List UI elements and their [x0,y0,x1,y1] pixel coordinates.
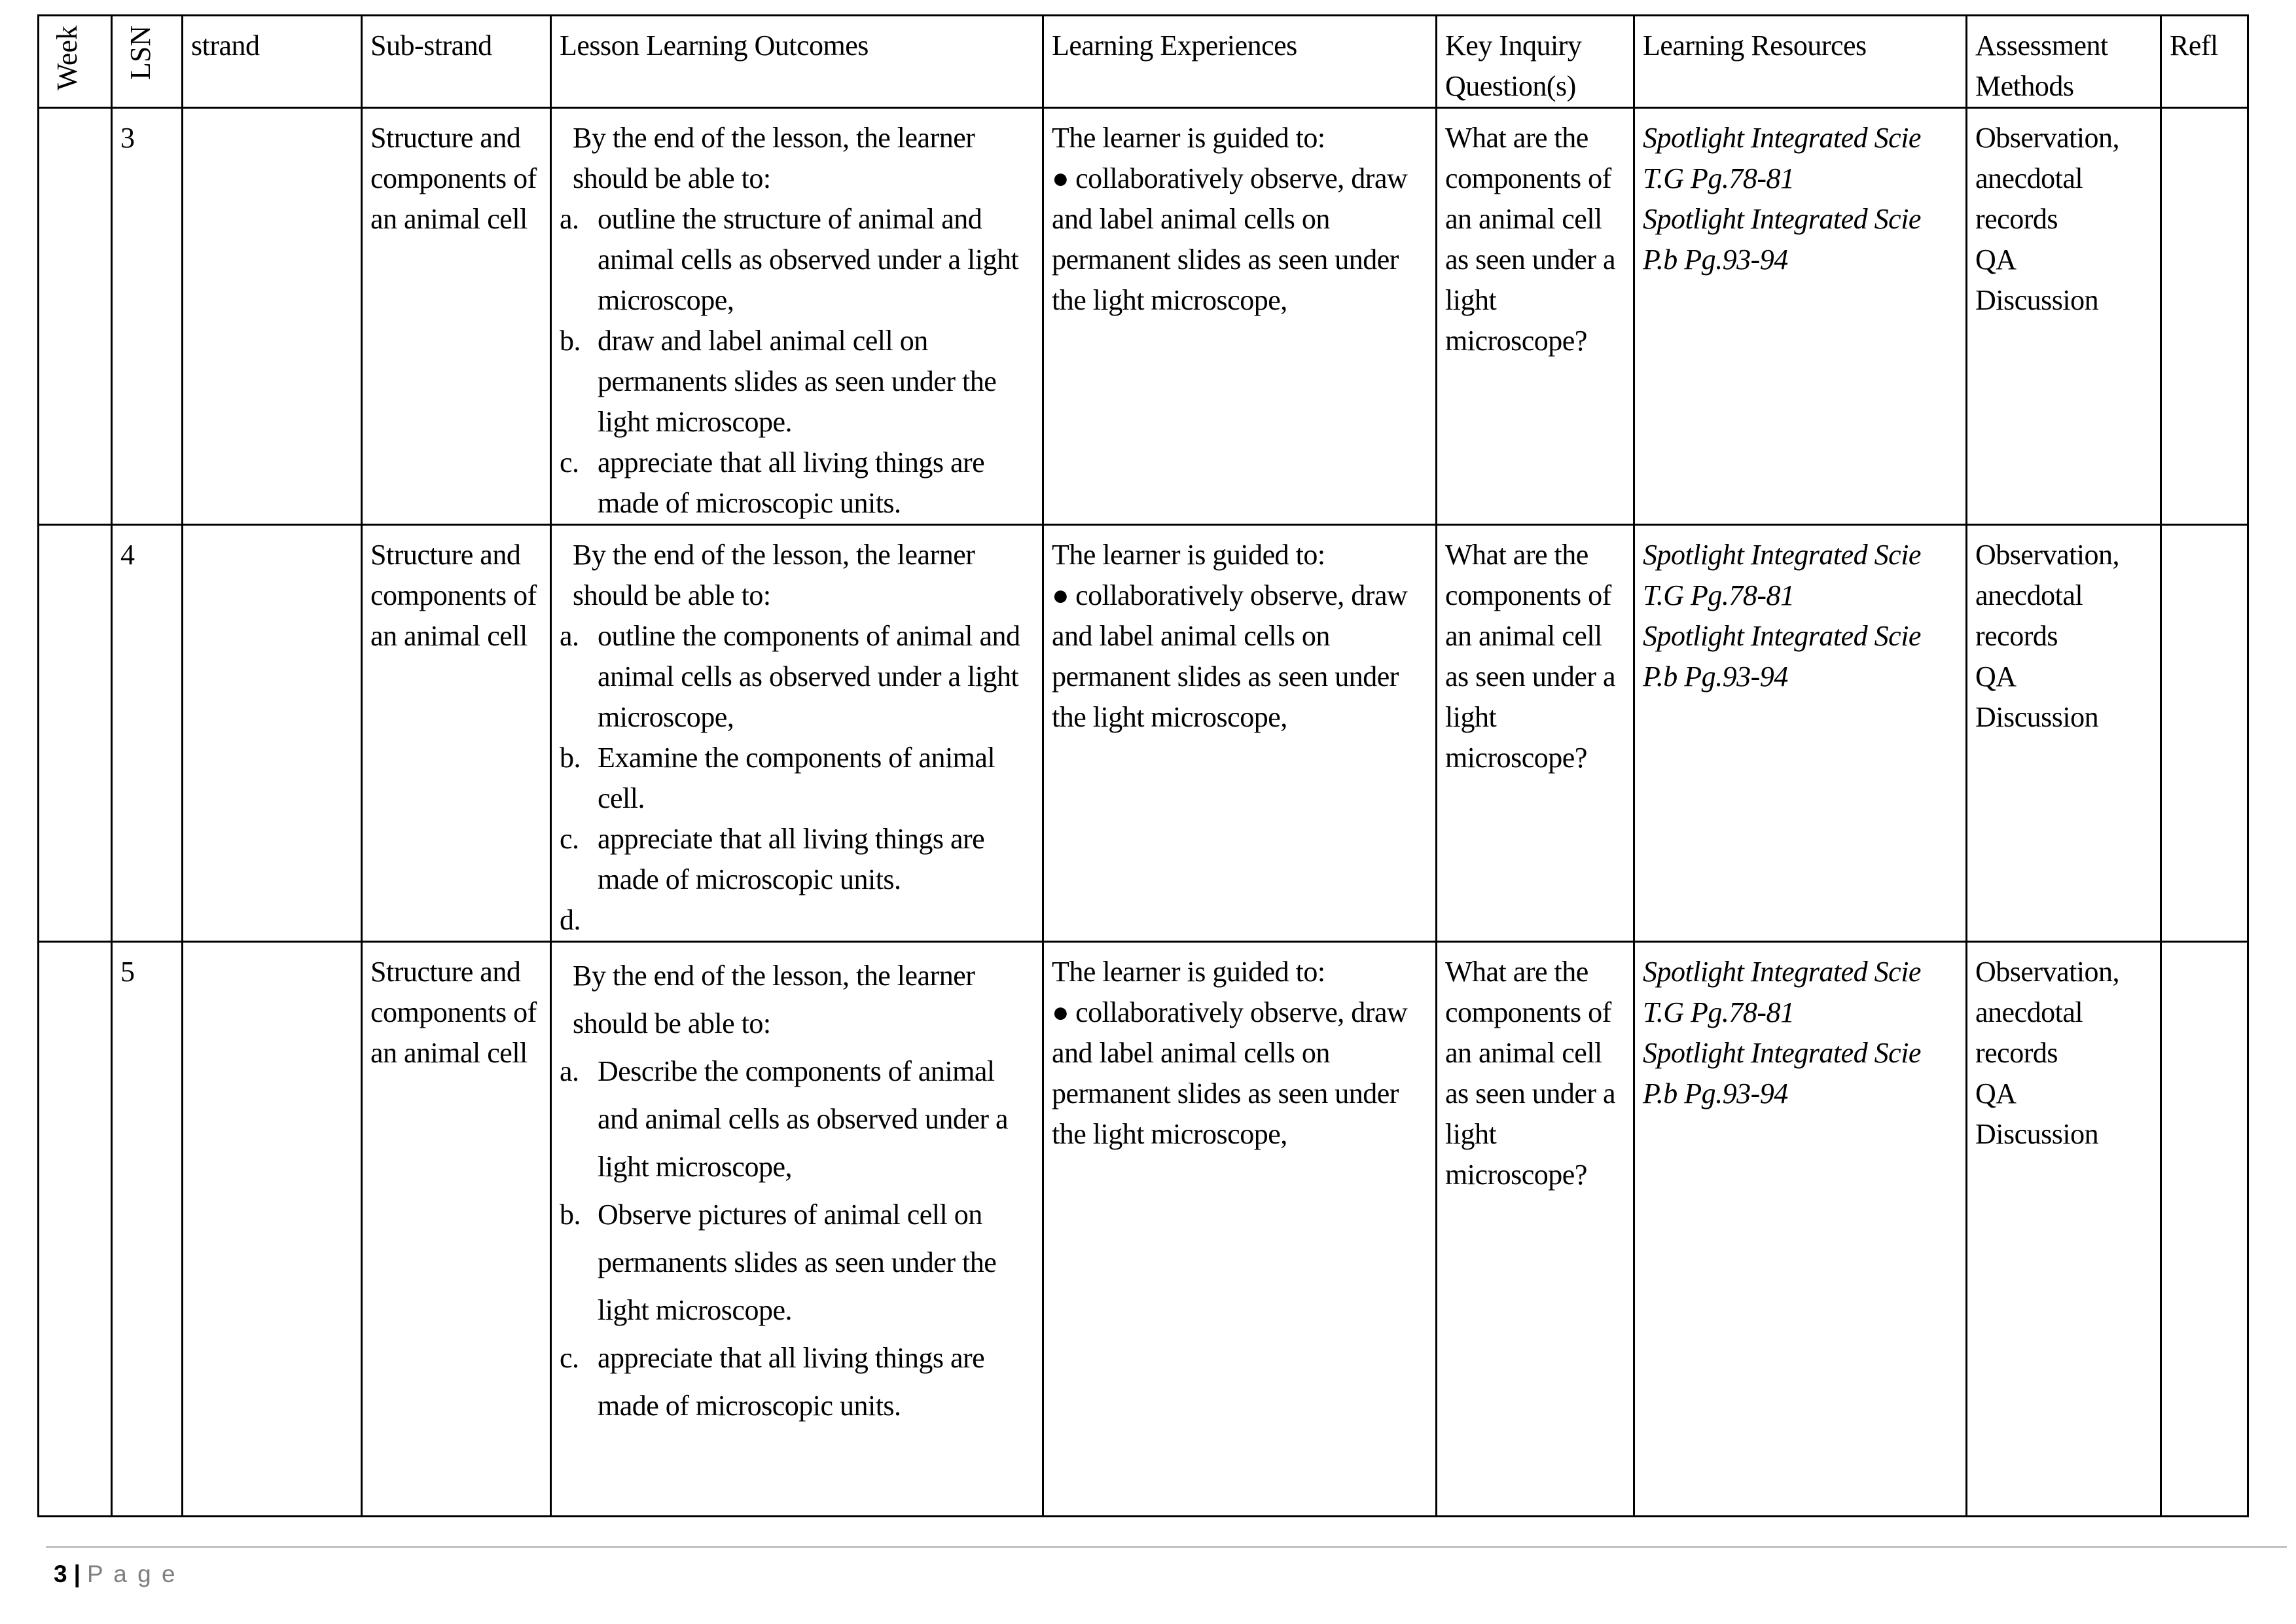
outcome-marker: a. [560,620,579,652]
outcomes-intro: By the end of the lesson, the learner should be able to: [573,539,975,611]
lsn-header-label: LSN [124,26,156,81]
page-label: P a g e [86,1561,177,1587]
assessment-item: QA [1975,660,2017,693]
outcome-text: draw and label animal cell on permanents slides as seen under the light microscope. [598,325,997,438]
outcome-text: outline the components of animal and animal cells as observed under a light microscope, [598,620,1020,733]
outcome-marker: a. [560,203,579,235]
assessment-item: Observation, anecdotal records [1975,956,2120,1069]
outcome-marker: c. [560,446,579,478]
outcome-item [560,199,1035,321]
outcome-marker: b. [560,742,581,774]
col-header-outcomes: Lesson Learning Outcomes [551,16,1043,108]
experience-bullet-item [1052,158,1429,321]
resource-item: Spotlight Integrated Scie T.G Pg.78-81 [1643,956,1921,1028]
outcomes-cell [551,108,1043,525]
week-cell [39,525,112,942]
outcome-marker: d. [560,904,581,936]
experiences-intro: The learner is guided to: [1052,122,1325,154]
lesson-row-4 [39,525,2248,942]
resources-cell [1634,942,1967,1517]
outcome-marker: c. [560,1342,579,1374]
inquiry-cell: What are the components of an animal cell as seen under a light microscope? [1437,525,1634,942]
experiences-cell [1043,942,1437,1517]
experiences-cell [1043,108,1437,525]
table-header-row [39,16,2248,108]
outcomes-cell [551,525,1043,942]
assessment-item: Observation, anecdotal records [1975,122,2120,235]
col-header-lsn [112,16,183,108]
col-header-resources: Learning Resources [1634,16,1967,108]
resource-item: Spotlight Integrated Scie P.b Pg.93-94 [1643,620,1921,693]
outcome-item [560,1334,1035,1430]
footer-separator: | [73,1561,81,1587]
outcomes-cell [551,942,1043,1517]
assessment-item: Observation, anecdotal records [1975,539,2120,652]
experiences-intro: The learner is guided to: [1052,956,1325,988]
page-number: 3 [54,1561,67,1587]
col-header-assessment: Assessment Methods [1967,16,2161,108]
col-header-sub-strand: Sub-strand [362,16,551,108]
reflection-cell [2161,525,2248,942]
outcome-text: Observe pictures of animal cell on permanents slides as seen under the light microscope. [598,1199,997,1326]
week-cell [39,108,112,525]
col-header-week [39,16,112,108]
col-header-experiences: Learning Experiences [1043,16,1437,108]
outcomes-intro: By the end of the lesson, the learner should be able to: [573,122,975,194]
experiences-intro: The learner is guided to: [1052,539,1325,571]
outcome-text: appreciate that all living things are made of microscopic units. [598,823,985,895]
experiences-cell [1043,525,1437,942]
assessment-item: QA [1975,1077,2017,1110]
outcome-text: appreciate that all living things are made of microscopic units. [598,446,985,519]
resource-item: Spotlight Integrated Scie T.G Pg.78-81 [1643,539,1921,611]
inquiry-cell: What are the components of an animal cell as seen under a light microscope? [1437,942,1634,1517]
assessment-cell [1967,942,2161,1517]
outcome-item [560,321,1035,442]
assessment-cell [1967,525,2161,942]
bullet-icon: ● [1052,162,1069,194]
footer-divider [46,1546,2287,1548]
outcome-item [560,1191,1035,1334]
outcome-item [560,616,1035,738]
outcome-item [560,819,1035,900]
experience-bullet-item [1052,992,1429,1155]
sub-strand-cell: Structure and components of an animal cell [362,525,551,942]
outcomes-intro: By the end of the lesson, the learner should be able to: [573,960,975,1039]
lesson-row-3 [39,108,2248,525]
page-footer [54,1561,177,1588]
experience-text: collaboratively observe, draw and label animal cells on permanent slides as seen under the light microscope, [1052,579,1408,733]
col-header-inquiry: Key Inquiry Question(s) [1437,16,1634,108]
outcome-text: outline the structure of animal and animal cells as observed under a light microscope, [598,203,1019,316]
assessment-item: Discussion [1975,284,2099,316]
experience-text: collaboratively observe, draw and label animal cells on permanent slides as seen under the light microscope, [1052,162,1408,316]
outcome-item [560,900,1035,941]
outcome-text: Describe the components of animal and animal cells as observed under a light microscope, [598,1055,1009,1183]
outcome-marker: b. [560,1199,581,1231]
scheme-of-work-table [37,14,2249,1517]
resources-cell [1634,525,1967,942]
lesson-row-5 [39,942,2248,1517]
inquiry-cell: What are the components of an animal cell as seen under a light microscope? [1437,108,1634,525]
resources-cell [1634,108,1967,525]
assessment-item: QA [1975,244,2017,276]
experience-bullet-item [1052,575,1429,738]
sub-strand-cell: Structure and components of an animal cell [362,108,551,525]
col-header-strand: strand [183,16,362,108]
strand-cell [183,108,362,525]
strand-cell [183,525,362,942]
assessment-item: Discussion [1975,701,2099,733]
outcome-item [560,738,1035,819]
reflection-cell [2161,108,2248,525]
outcome-text: appreciate that all living things are made of microscopic units. [598,1342,985,1422]
outcome-marker: b. [560,325,581,357]
lsn-cell: 4 [112,525,183,942]
reflection-cell [2161,942,2248,1517]
resource-item: Spotlight Integrated Scie P.b Pg.93-94 [1643,1037,1921,1110]
col-header-reflection: Refl [2161,16,2248,108]
bullet-icon: ● [1052,579,1069,611]
outcome-marker: a. [560,1055,579,1087]
resource-item: Spotlight Integrated Scie T.G Pg.78-81 [1643,122,1921,194]
outcome-item [560,1047,1035,1191]
strand-cell [183,942,362,1517]
outcome-text: Examine the components of animal cell. [598,742,996,814]
assessment-cell [1967,108,2161,525]
lsn-cell: 5 [112,942,183,1517]
outcome-marker: c. [560,823,579,855]
week-cell [39,942,112,1517]
sub-strand-cell: Structure and components of an animal cell [362,942,551,1517]
assessment-item: Discussion [1975,1118,2099,1150]
experience-text: collaboratively observe, draw and label animal cells on permanent slides as seen under the light microscope, [1052,996,1408,1150]
resource-item: Spotlight Integrated Scie P.b Pg.93-94 [1643,203,1921,276]
outcome-item [560,442,1035,524]
week-header-label: Week [51,26,83,91]
lsn-cell: 3 [112,108,183,525]
bullet-icon: ● [1052,996,1069,1028]
